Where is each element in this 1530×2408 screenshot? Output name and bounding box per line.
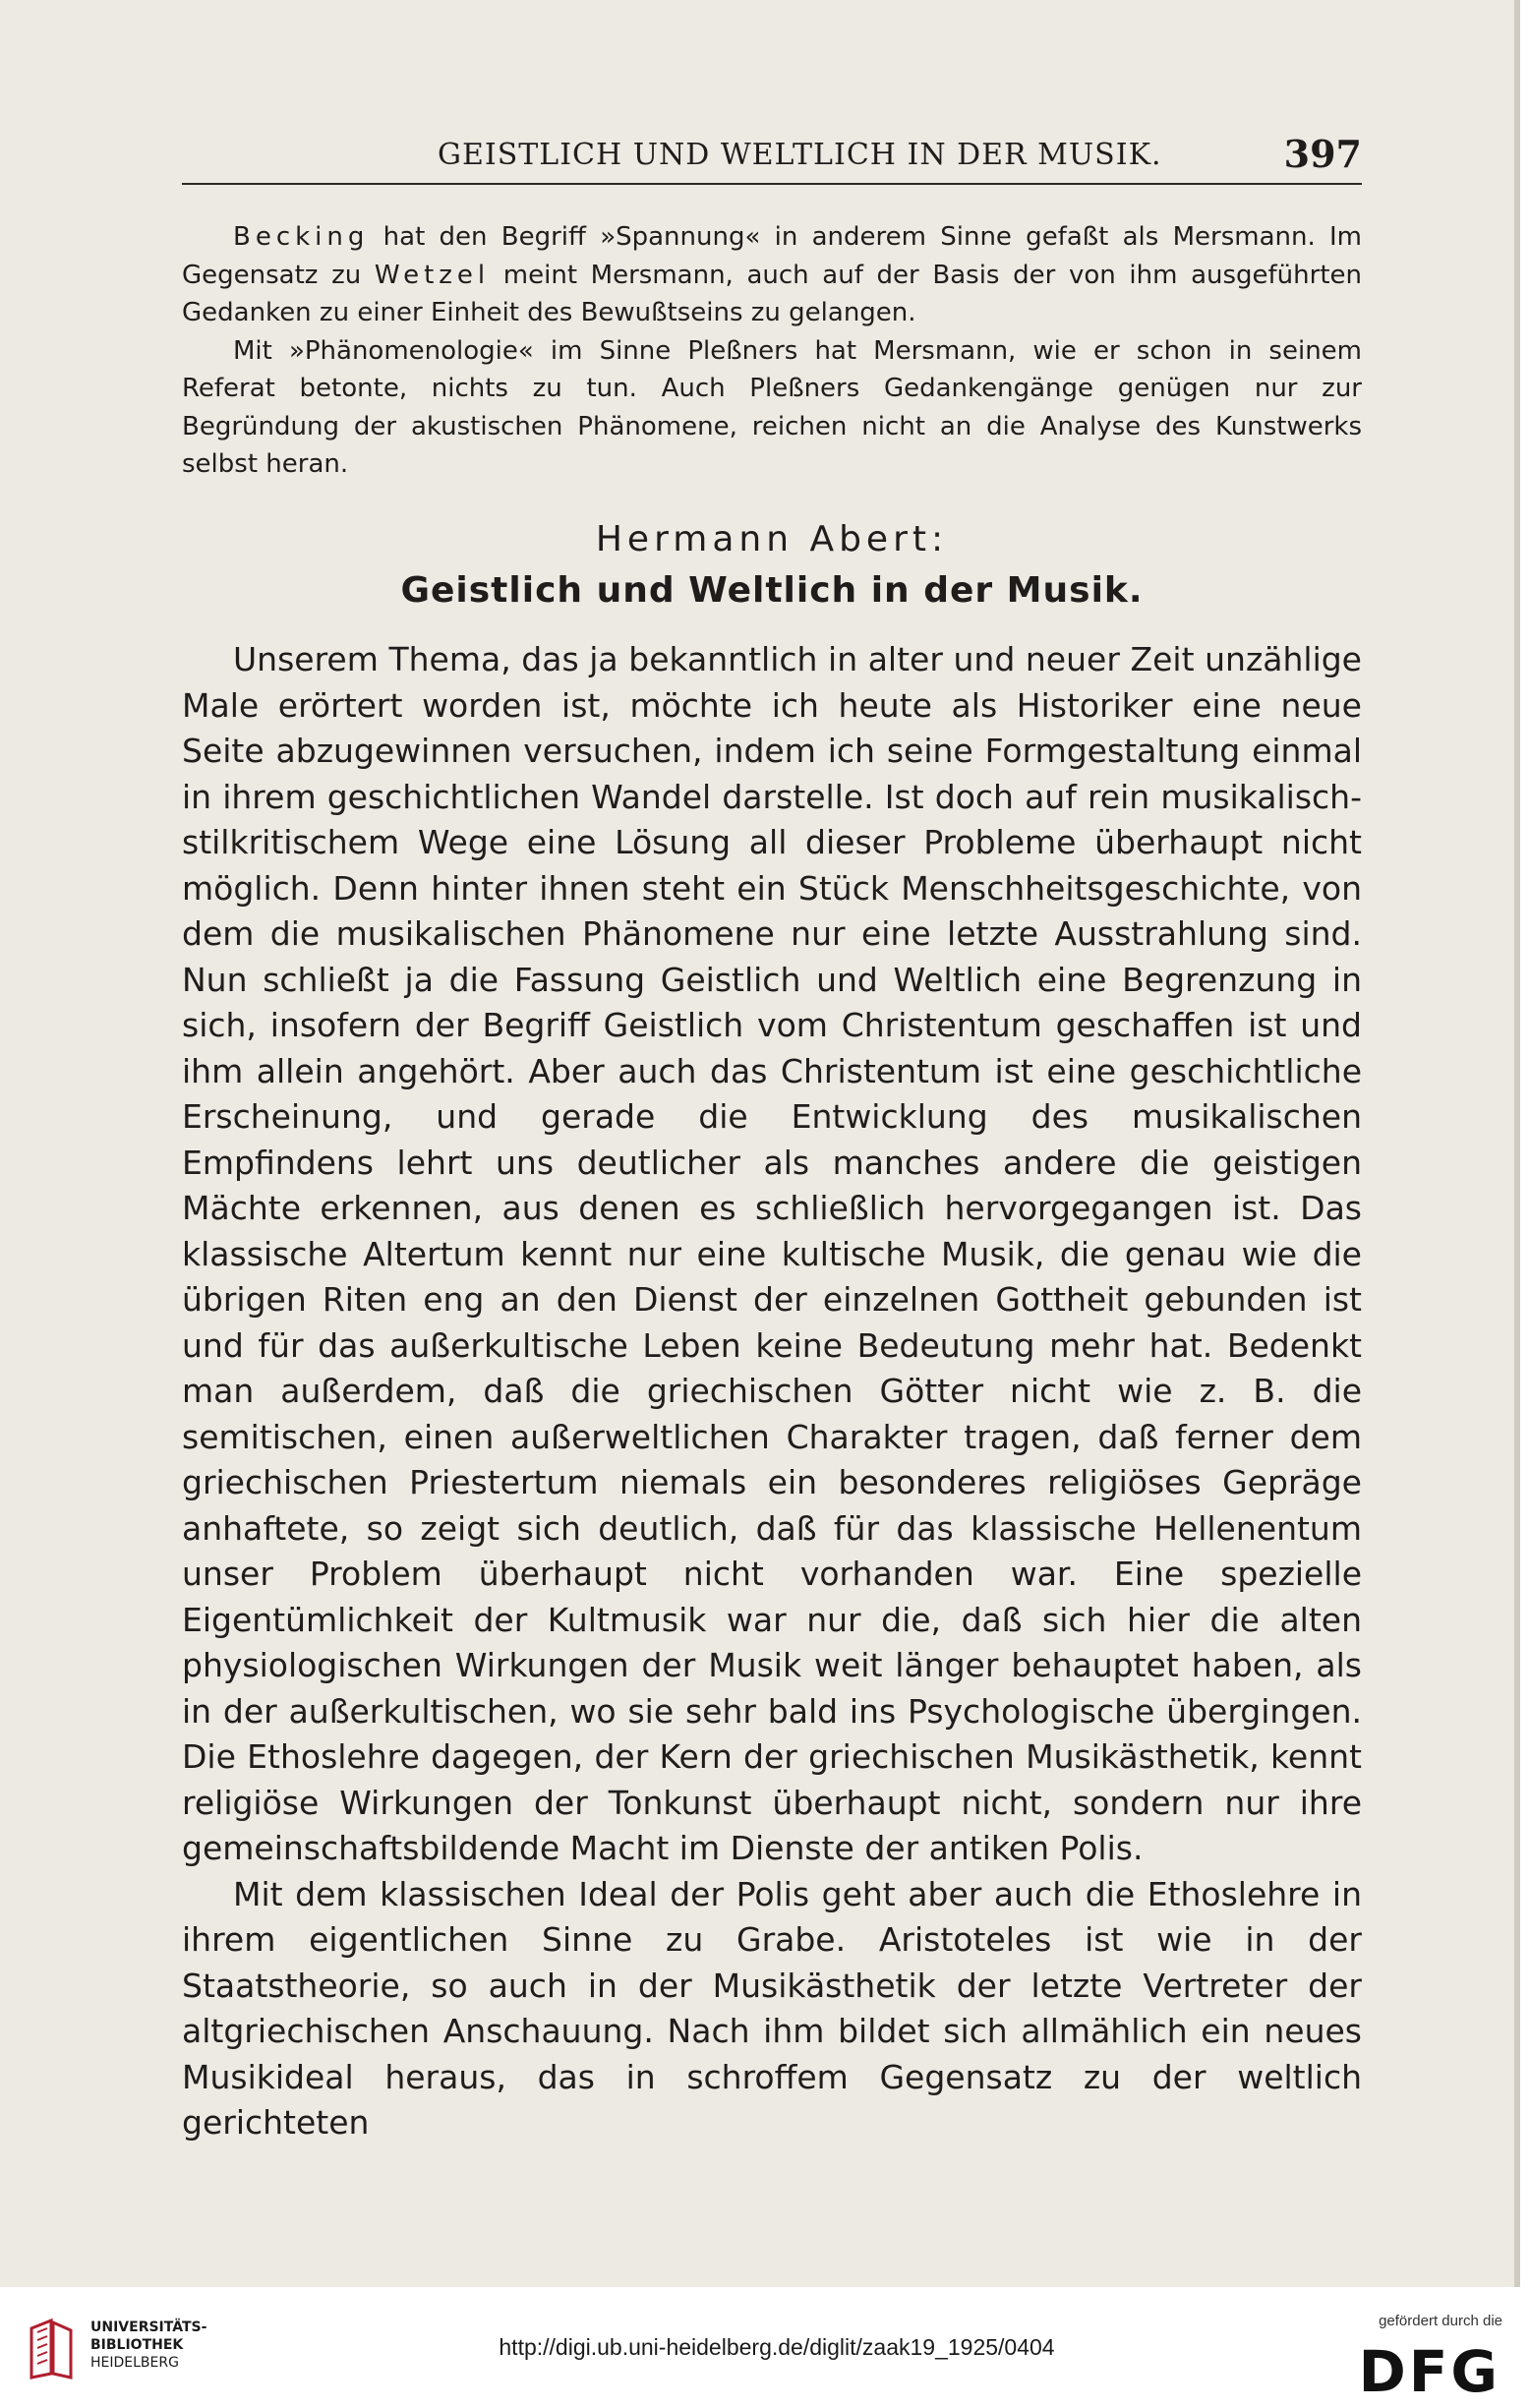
prelude-text: [182, 218, 1362, 484]
library-line-2: BIBLIOTHEK: [90, 2337, 184, 2353]
article-title: Geistlich und Weltlich in der Musik.: [400, 570, 1144, 611]
prelude-p1-part-a: hat den Begriff »Spannung« in anderem Sinne gefaßt als Mersmann. Im Gegensatz zu: [182, 222, 1362, 290]
ub-heidelberg-logo-icon[interactable]: [28, 2317, 75, 2381]
dfg-logo[interactable]: DFG: [1358, 2338, 1501, 2405]
name-wetzel: Wetzel: [374, 260, 491, 290]
running-title: GEISTLICH UND WELTLICH IN DER MUSIK.: [438, 138, 1162, 172]
body-paragraph-1: Unserem Thema, das ja bekanntlich in alter und neuer Zeit unzählige Male erörtert worden ist, möchte ich heute als Historiker eine neue Seite abzugewinnen versuchen, indem ich seine Formgestaltung einmal in ihrem geschichtlichen Wandel darstelle. Ist doch auf rein musikalisch-stilkritischem Wege eine Lösung all dieser Probleme überhaupt nicht möglich. Denn hinter ihnen steht ein Stück Menschheitsgeschichte, von dem die musikalischen Phänomene nur eine letzte Ausstrahlung sind. Nun schließt ja die Fassung Geistlich und Weltlich eine Begrenzung in sich, insofern der Begriff Geistlich vom Christentum geschaffen ist und ihm allein angehört. Aber auch das Christentum ist eine geschichtliche Erscheinung, und gerade die Entwicklung des musikalischen Empfindens lehrt uns deutlicher als manches andere die geistigen Mächte erkennen, aus denen es schließlich hervorgegangen ist. Das klassische Altertum kennt nur eine kultische Musik, die genau wie die übrigen Riten eng an den Dienst der einzelnen Gottheit gebunden ist und für das außerkultische Leben keine Bedeutung mehr hat. Bedenkt man außerdem, daß die griechischen Götter nicht wie z. B. die semitischen, einen außerweltlichen Charakter tragen, daß ferner dem griechischen Priestertum niemals ein besonderes religiöses Gepräge anhaftete, so zeigt sich deutlich, daß für das klassische Hellenentum unser Problem überhaupt nicht vorhanden war. Eine spezielle Eigentümlichkeit der Kultmusik war nur die, daß sich hier die alten physiologischen Wirkungen der Musik weit länger behauptet haben, als in der außerkultischen, wo sie sehr bald ins Psychologische übergingen. Die Ethoslehre dagegen, der Kern der griechischen Musikästhetik, kennt religiöse Wirkungen der Tonkunst überhaupt nicht, sondern nur ihre gemeinschaftsbildende Macht im Dienste der antiken Polis.: [182, 640, 1362, 1867]
prelude-paragraph-1: [182, 218, 1362, 332]
library-line-3: HEIDELBERG: [90, 2355, 179, 2371]
sponsor-caption: gefördert durch die: [1379, 2313, 1502, 2329]
library-line-1: UNIVERSITÄTS-: [90, 2320, 207, 2335]
body-paragraph-2: Mit dem klassischen Ideal der Polis geht aber auch die Ethoslehre in ihrem eigentlichen Sinne zu Grabe. Aristoteles ist wie in der Staatstheorie, so auch in der Musikästhetik der letzte Vertreter der altgriechischen Anschauung. Nach ihm bildet sich allmählich ein neues Musikideal heraus, das in schroffem Gegensatz zu der weltlich gerichteten: [182, 1874, 1362, 2142]
page-number: 397: [1283, 132, 1362, 176]
library-name: [90, 2319, 206, 2372]
prelude-p1-part-b: meint Mersmann, auch auf der Basis der von ihm ausgeführten Gedanken zu einer Einheit des Bewußtseins zu gelangen.: [182, 260, 1362, 327]
footer-bar: [0, 2287, 1530, 2408]
prelude-paragraph-2: Mit »Phänomenologie« im Sinne Pleßners hat Mersmann, wie er schon in seinem Referat betonte, nichts zu tun. Auch Pleßners Gedankengänge genügen nur zur Begründung der akustischen Phänomene, reichen nicht an die Analyse des Kunstwerks selbst heran.: [182, 335, 1362, 479]
article-author: Hermann Abert:: [595, 519, 949, 559]
running-head: [182, 132, 1362, 185]
article-body: [182, 637, 1362, 2146]
permalink-url[interactable]: http://digi.ub.uni-heidelberg.de/diglit/zaak19_1925/0404: [499, 2334, 1055, 2360]
name-becking: Becking: [233, 222, 370, 252]
